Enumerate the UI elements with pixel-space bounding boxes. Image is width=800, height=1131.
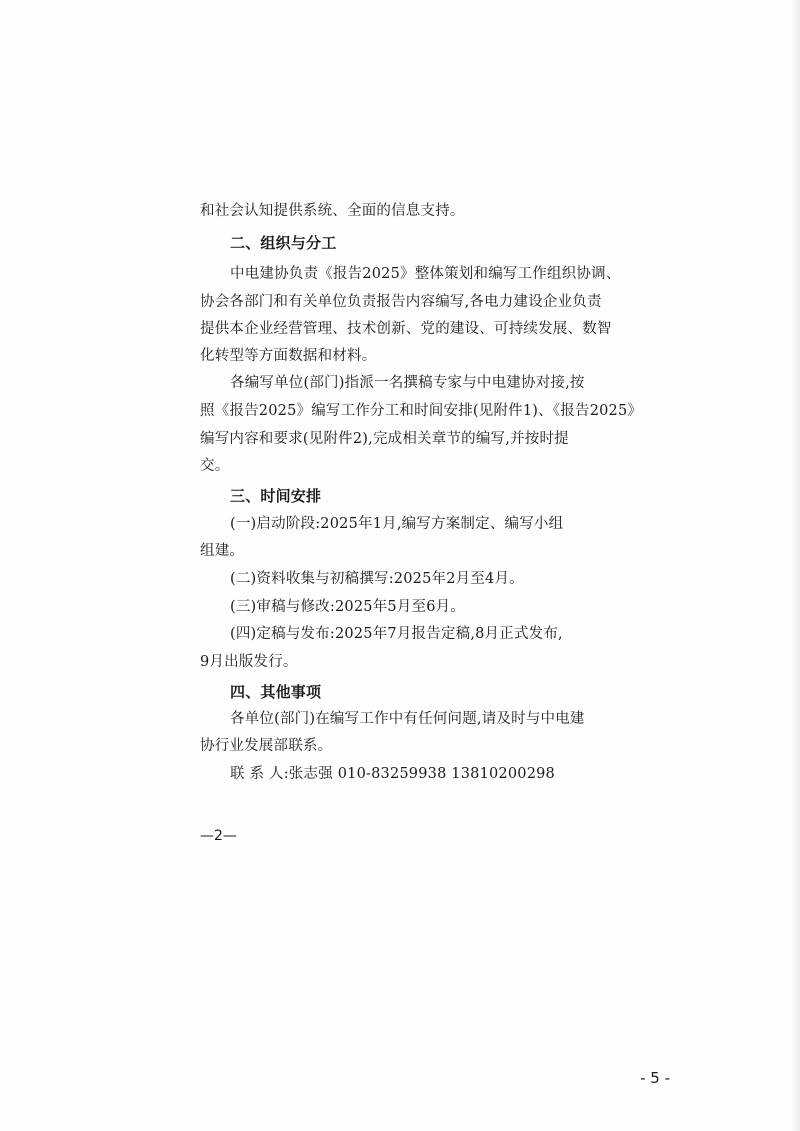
paragraph-line: 编写内容和要求(见附件2),完成相关章节的编写,并按时提 [200, 431, 569, 447]
contact-line: 联 系 人:张志强 010-83259938 13810200298 [230, 766, 555, 782]
paragraph-line: 协会各部门和有关单位负责报告内容编写,各电力建设企业负责 [200, 294, 602, 310]
paragraph-line: 化转型等方面数据和材料。 [200, 348, 377, 364]
paragraph-line: 组建。 [200, 543, 245, 559]
paragraph-line: (三)审稿与修改:2025年5月至6月。 [230, 599, 466, 615]
paragraph-line: 协行业发展部联系。 [200, 738, 333, 754]
page-edge-shadow [790, 0, 800, 1131]
inner-page-number: —2— [200, 828, 237, 844]
paragraph-line: 各编写单位(部门)指派一名撰稿专家与中电建协对接,按 [230, 375, 585, 391]
section-heading-organization: 二、组织与分工 [230, 234, 337, 252]
paragraph-line: 交。 [200, 458, 230, 474]
paragraph-line: (四)定稿与发布:2025年7月报告定稿,8月正式发布, [230, 626, 563, 642]
paragraph-line: 中电建协负责《报告2025》整体策划和编写工作组织协调、 [230, 266, 621, 282]
section-heading-other: 四、其他事项 [230, 683, 322, 701]
outer-page-number: - 5 - [640, 1069, 670, 1087]
paragraph-line: (二)资料收集与初稿撰写:2025年2月至4月。 [230, 571, 524, 587]
paragraph-line: 各单位(部门)在编写工作中有任何问题,请及时与中电建 [230, 711, 585, 727]
paragraph-line: 提供本企业经营管理、技术创新、党的建设、可持续发展、数智 [200, 321, 612, 337]
section-heading-schedule: 三、时间安排 [230, 487, 322, 505]
paragraph-line: 9月出版发行。 [200, 654, 298, 670]
paragraph-line: (一)启动阶段:2025年1月,编写方案制定、编写小组 [230, 516, 564, 532]
paragraph-line: 照《报告2025》编写工作分工和时间安排(见附件1)、《报告2025》 [200, 403, 643, 419]
paragraph-line: 和社会认知提供系统、全面的信息支持。 [200, 203, 465, 219]
